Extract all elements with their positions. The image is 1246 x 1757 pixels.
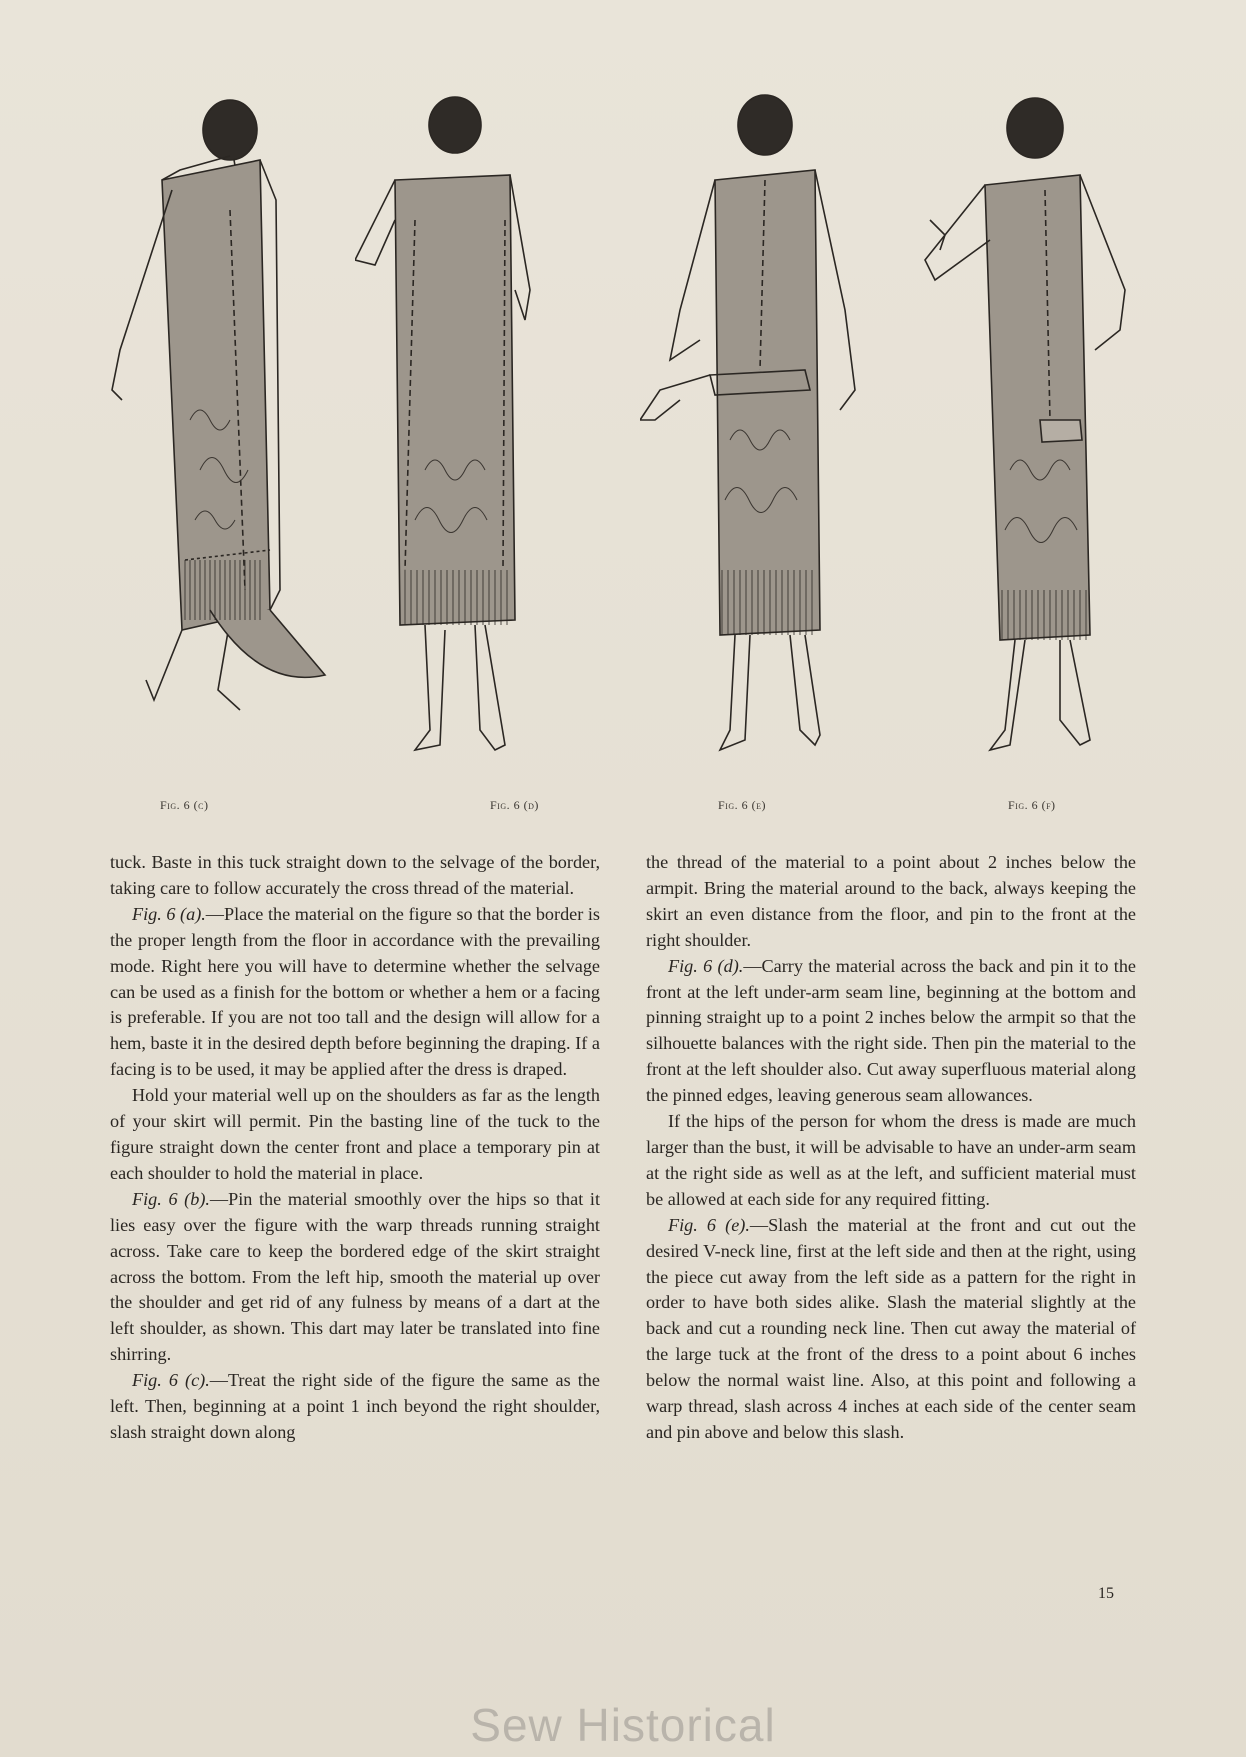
text-column-right bbox=[646, 850, 1136, 1446]
paragraph: tuck. Baste in this tuck straight down to the selvage of the border, taking care to follow accurately the cross thread of the material. bbox=[110, 852, 600, 898]
figure-caption: Fig. 6 (c) bbox=[160, 798, 209, 812]
paragraph: Fig. 6 (e).—Slash the material at the front and cut out the desired V-neck line, first at the left side and then at the right, using the piece cut away from the left side as a pattern for the right in order to have both sides alike. Slash the material slightly at the back and cut a rounding neck line. Then cut away the material of the large tuck at the front of the dress to a point about 6 inches below the normal waist line. Also, at this point and following a warp thread, slash across 4 inches at each side of the center seam and pin above and below this slash. bbox=[646, 1214, 1136, 1442]
paragraph: Fig. 6 (b).—Pin the material smoothly over the hips so that it lies easy over the figure with the warp threads running straight across. Take care to keep the bordered edge of the skirt straight across the bottom. From the left hip, smooth the material up over the shoulder and get rid of any fulness by means of a dart at the left shoulder, as shown. This dart may later be translated into fine shirring. bbox=[110, 1188, 600, 1365]
dress-form-finished-front-drawing bbox=[910, 90, 1150, 790]
paragraph: Hold your material well up on the shoulders as far as the length of your skirt will permit. Pin the basting line of the tuck to the figure straight down the center front and place a temporary pin at each shoulder to hold the material in place. bbox=[110, 1085, 600, 1183]
dress-form-side-view-drawing bbox=[110, 90, 350, 790]
dress-form-front-view-drawing bbox=[640, 90, 890, 790]
paragraph: the thread of the material to a point about 2 inches below the armpit. Bring the material around to the back, always keeping the skirt an even distance from the floor, and pin to the front at the right shoulder. bbox=[646, 852, 1136, 950]
figure-caption: Fig. 6 (d) bbox=[490, 798, 539, 812]
paragraph: Fig. 6 (d).—Carry the material across the back and pin it to the front at the left under-arm seam line, beginning at the bottom and pinning straight up to a point 2 inches below the armpit so that the silhouette balances with the right side. Then pin the material to the front at the left shoulder also. Cut away superfluous material along the pinned edges, leaving generous seam allowances. bbox=[646, 955, 1136, 1106]
figure-reference: Fig. 6 (e). bbox=[668, 1214, 750, 1235]
figure-caption: Fig. 6 (f) bbox=[1008, 798, 1056, 812]
figure-6d-illustration bbox=[355, 90, 555, 790]
paragraph: Fig. 6 (a).—Place the material on the figure so that the border is the proper length from the floor in accordance with the prevailing mode. Right here you will have to determine whether the selvage can be used as a finish for the bottom or whether a hem or a facing is preferable. If you are not too tall and the design will allow for a hem, baste it in the desired depth before beginning the draping. If a facing is to be used, it may be applied after the dress is draped. bbox=[110, 903, 600, 1080]
figure-reference: Fig. 6 (d). bbox=[668, 955, 744, 976]
figure-6e-illustration bbox=[640, 90, 890, 790]
illustration-row bbox=[110, 90, 1150, 790]
page-number: 15 bbox=[1098, 1585, 1114, 1602]
paragraph: Fig. 6 (c).—Treat the right side of the figure the same as the left. Then, beginning at a point 1 inch beyond the right shoulder, slash straight down along bbox=[110, 1370, 600, 1442]
figure-reference: Fig. 6 (b). bbox=[132, 1188, 210, 1209]
figure-reference: Fig. 6 (c). bbox=[132, 1370, 210, 1391]
figure-reference: Fig. 6 (a). bbox=[132, 903, 206, 924]
dress-form-back-view-drawing bbox=[355, 90, 555, 790]
watermark: Sew Historical bbox=[470, 1699, 776, 1751]
text-column-left bbox=[110, 850, 600, 1446]
figure-6f-illustration bbox=[910, 90, 1150, 790]
figure-caption: Fig. 6 (e) bbox=[718, 798, 766, 812]
paragraph: If the hips of the person for whom the dress is made are much larger than the bust, it will be advisable to have an under-arm seam at the right side as well as at the left, and sufficient material must be allowed at each side for any required fitting. bbox=[646, 1111, 1136, 1209]
figure-6c-illustration bbox=[110, 90, 350, 790]
